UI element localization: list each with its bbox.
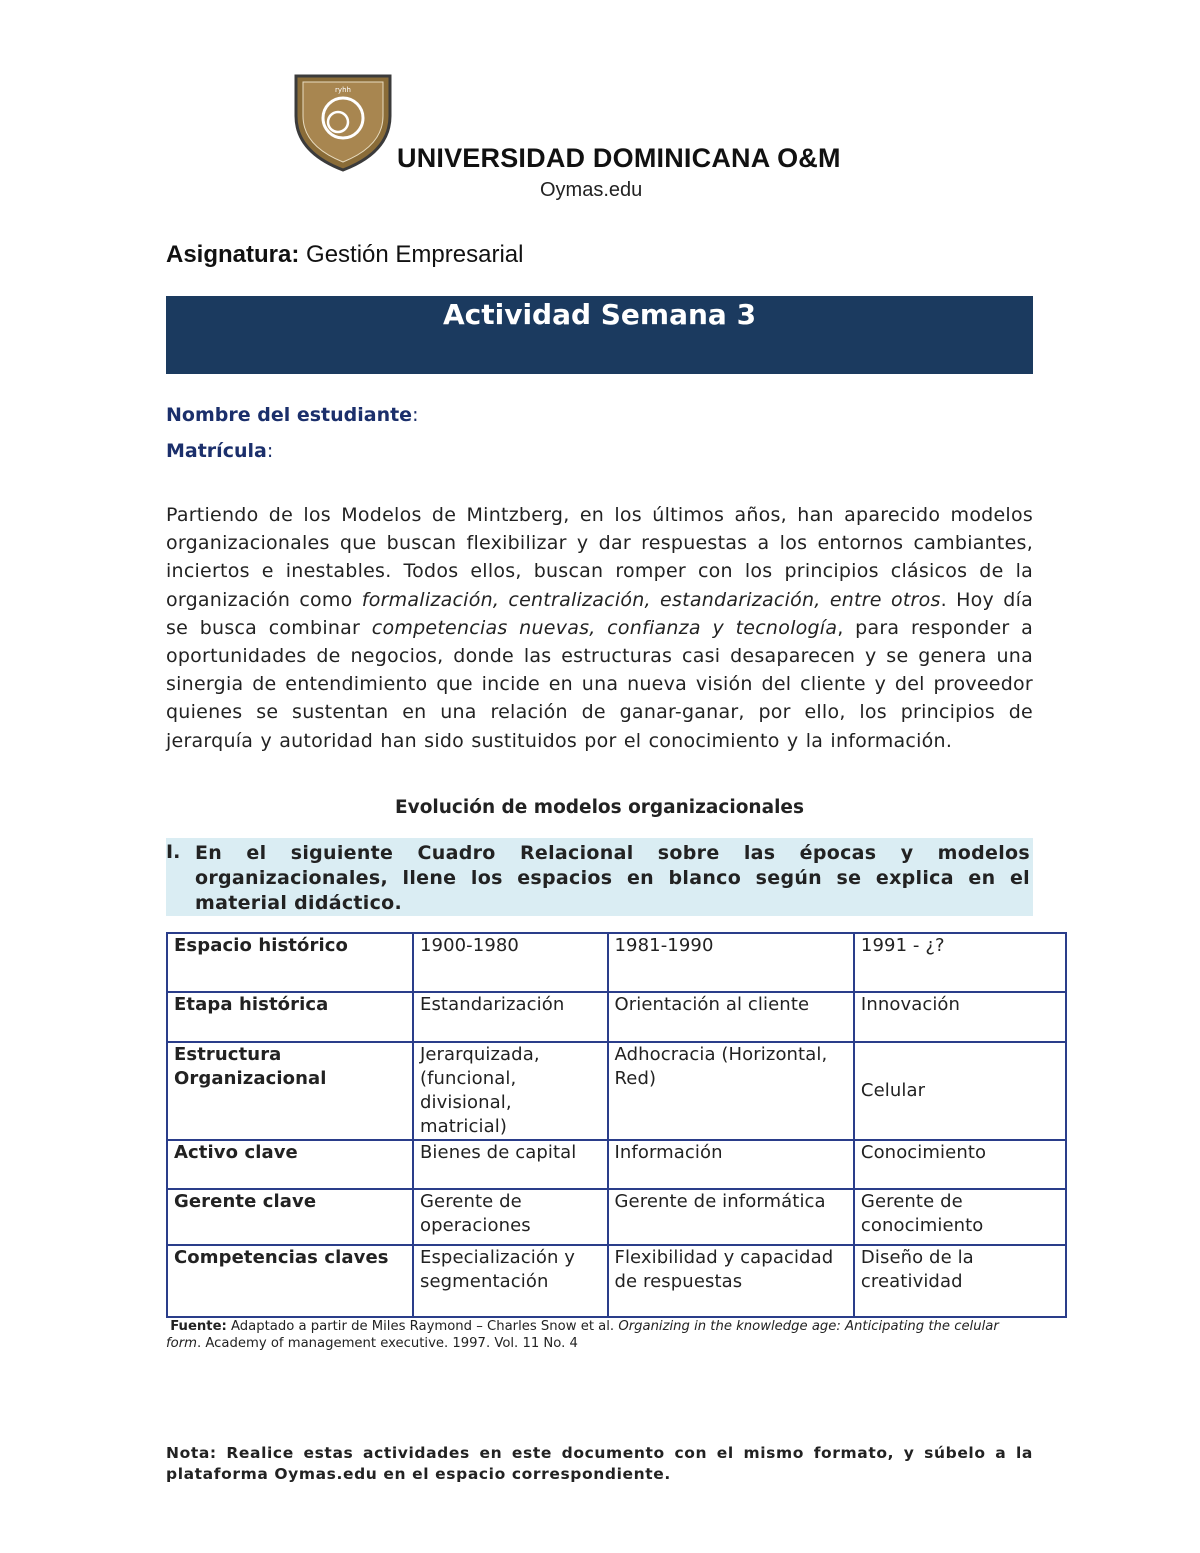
- student-id-field: [166, 440, 273, 462]
- shield-icon: [293, 72, 393, 172]
- table-cell[interactable]: Especialización y segmentación: [413, 1245, 608, 1317]
- row-header: Gerente clave: [167, 1189, 413, 1245]
- table-row: [167, 1140, 1066, 1189]
- table-cell[interactable]: 1991 - ¿?: [854, 933, 1066, 992]
- intro-italic-2: competencias nuevas, confianza y tecnología: [371, 616, 838, 639]
- table-cell[interactable]: Orientación al cliente: [608, 992, 854, 1042]
- row-header: Competencias claves: [167, 1245, 413, 1317]
- table-cell[interactable]: Conocimiento: [854, 1140, 1066, 1189]
- table-cell[interactable]: 1900-1980: [413, 933, 608, 992]
- university-name: UNIVERSIDAD DOMINICANA O&M: [397, 143, 841, 173]
- row-header: Espacio histórico: [167, 933, 413, 992]
- table-cell[interactable]: Jerarquizada, (funcional, divisional, matricial): [413, 1042, 608, 1140]
- row-header: Activo clave: [167, 1140, 413, 1189]
- intro-paragraph: [166, 501, 1033, 755]
- student-name-label: Nombre del estudiante: [166, 404, 413, 426]
- table-cell[interactable]: Bienes de capital: [413, 1140, 608, 1189]
- instruction-number: I.: [166, 841, 181, 863]
- subject-label: Asignatura:: [166, 241, 300, 268]
- instruction-block: [166, 838, 1033, 916]
- university-logo: [293, 72, 393, 172]
- table-cell[interactable]: Diseño de la creatividad: [854, 1245, 1066, 1317]
- table-cell[interactable]: Flexibilidad y capacidad de respuestas: [608, 1245, 854, 1317]
- source-citation: [166, 1318, 1033, 1352]
- table-cell[interactable]: Gerente de informática: [608, 1189, 854, 1245]
- table-row: [167, 1042, 1066, 1140]
- table-cell[interactable]: Estandarización: [413, 992, 608, 1042]
- activity-banner: [166, 296, 1033, 374]
- student-name-colon: :: [412, 404, 419, 426]
- table-row: [167, 1245, 1066, 1317]
- source-text: Adaptado a partir de Miles Raymond – Charles Snow et al.: [226, 1319, 619, 1334]
- svg-text:ryhh: ryhh: [335, 86, 351, 94]
- section-title: Evolución de modelos organizacionales: [395, 797, 804, 818]
- table-row: [167, 1189, 1066, 1245]
- table-row: [167, 933, 1066, 992]
- source-tail: . Academy of management executive. 1997. Vol. 11 No. 4: [196, 1336, 578, 1351]
- table-cell[interactable]: Gerente de conocimiento: [854, 1189, 1066, 1245]
- table-cell[interactable]: Innovación: [854, 992, 1066, 1042]
- student-id-colon: :: [266, 440, 274, 462]
- relational-table: [166, 932, 1067, 1318]
- university-site: Oymas.edu: [540, 179, 643, 201]
- table-cell[interactable]: 1981-1990: [608, 933, 854, 992]
- table-row: [167, 992, 1066, 1042]
- subject-value: Gestión Empresarial: [306, 241, 524, 268]
- source-italic: Organizing in the knowledge age: Anticipating the celular form: [166, 1319, 999, 1351]
- table-cell[interactable]: Información: [608, 1140, 854, 1189]
- activity-title: Actividad Semana 3: [442, 298, 757, 331]
- intro-text-2: . Hoy día se busca combinar: [166, 588, 1033, 639]
- student-id-label: Matrícula: [166, 440, 267, 462]
- student-name-field: [166, 404, 418, 426]
- intro-italic-1: formalización, centralización, estandarización, entre otros: [361, 588, 941, 611]
- intro-text-3: , para responder a oportunidades de negocios, donde las estructuras casi desaparecen y se genera una sinergia de entendimiento que incide en una nueva visión del cliente y del proveedor quienes se sustentan en una relación de ganar-ganar, por ello, los principios de jerarquía y autoridad han sido sustituidos por el conocimiento y la información.: [166, 616, 1033, 752]
- source-label: Fuente:: [170, 1319, 227, 1334]
- table-cell[interactable]: Gerente de operaciones: [413, 1189, 608, 1245]
- instruction-text: En el siguiente Cuadro Relacional sobre las épocas y modelos organizacionales, llene los espacios en blanco según se explica en el material didáctico.: [195, 842, 1030, 914]
- subject-line: [166, 241, 523, 269]
- table-cell[interactable]: Adhocracia (Horizontal, Red): [608, 1042, 854, 1140]
- row-header: Etapa histórica: [167, 992, 413, 1042]
- table-cell[interactable]: Celular: [854, 1042, 1066, 1140]
- intro-text-1: Partiendo de los Modelos de Mintzberg, en los últimos años, han aparecido modelos organizacionales que buscan flexibilizar y dar respuestas a los entornos cambiantes, inciertos e inestables. Todos ellos, buscan romper con los principios clásicos de la organización como: [166, 504, 1033, 611]
- footer-note: Nota: Realice estas actividades en este documento con el mismo formato, y súbelo a la plataforma Oymas.edu en el espacio correspondiente.: [166, 1444, 1033, 1483]
- row-header: Estructura Organizacional: [167, 1042, 413, 1140]
